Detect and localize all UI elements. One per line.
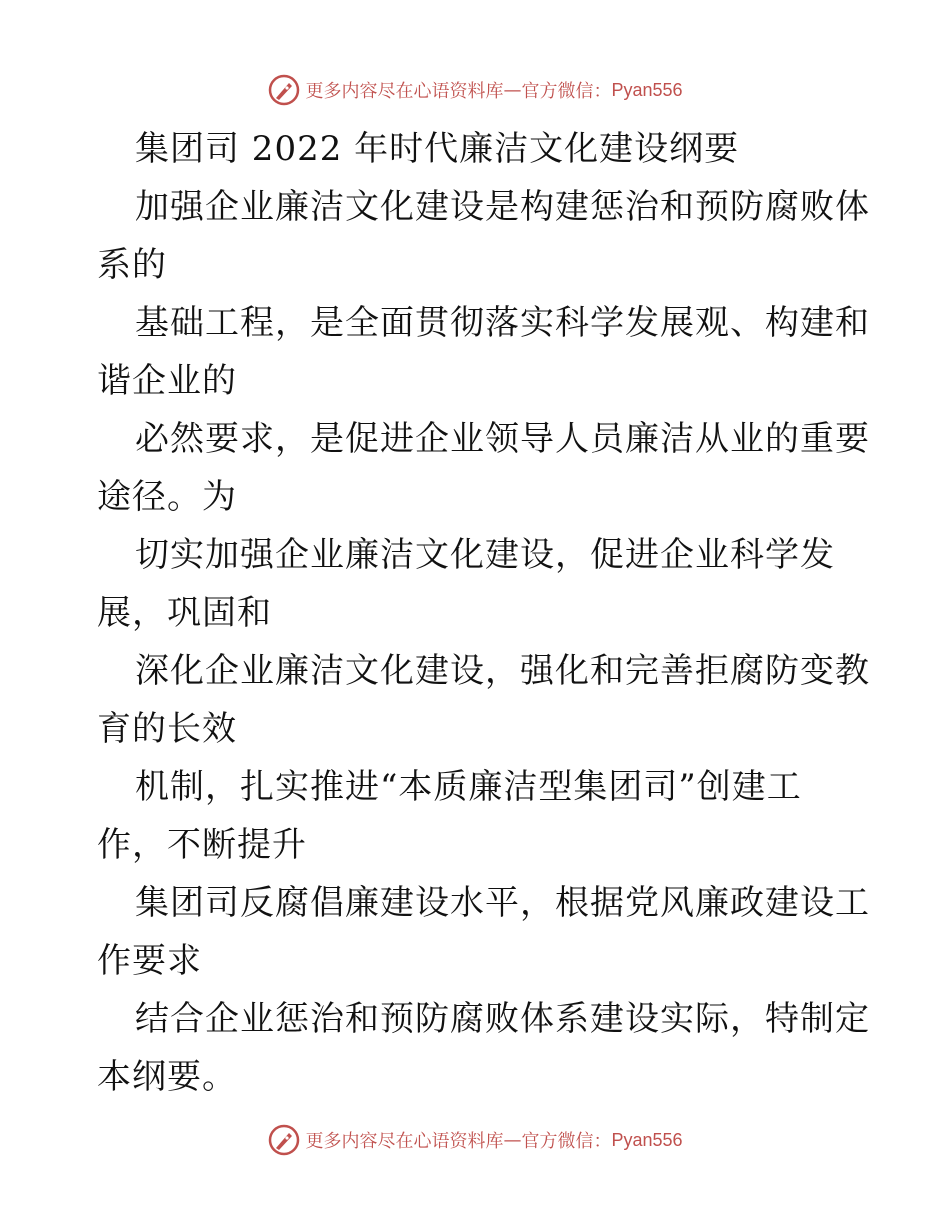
document-line: 育的长效	[97, 709, 237, 749]
pen-nib-logo-icon	[267, 1123, 301, 1157]
document-line: 集团司反腐倡廉建设水平，根据党风廉政建设工	[135, 883, 870, 923]
document-line: 展，巩固和	[97, 593, 272, 633]
header-watermark	[0, 70, 950, 110]
pen-nib-logo-icon	[267, 73, 301, 107]
document-line: 本纲要。	[97, 1057, 237, 1097]
document-line: 作要求	[97, 941, 202, 981]
watermark-separator: —	[503, 79, 522, 101]
watermark-wechat-label: 官方微信：	[521, 1131, 612, 1152]
watermark-wechat-id: Pyan556	[611, 79, 683, 100]
document-line: 必然要求，是促进企业领导人员廉洁从业的重要	[135, 419, 870, 459]
watermark-wechat-label: 官方微信：	[521, 81, 612, 102]
document-line: 加强企业廉洁文化建设是构建惩治和预防腐败体	[135, 187, 870, 227]
document-line: 结合企业惩治和预防腐败体系建设实际，特制定	[135, 999, 870, 1039]
document-title: 集团司 2022 年时代廉洁文化建设纲要	[135, 129, 740, 169]
document-line: 切实加强企业廉洁文化建设，促进企业科学发	[135, 535, 835, 575]
document-line: 机制，扎实推进“本质廉洁型集团司”创建工	[135, 767, 802, 807]
document-body	[97, 120, 870, 1106]
watermark-separator: —	[503, 1129, 522, 1151]
document-line: 基础工程，是全面贯彻落实科学发展观、构建和	[135, 303, 870, 343]
document-line: 深化企业廉洁文化建设，强化和完善拒腐防变教	[135, 651, 870, 691]
footer-watermark	[0, 1120, 950, 1160]
document-line: 谐企业的	[97, 361, 237, 401]
watermark-wechat-id: Pyan556	[611, 1129, 683, 1150]
document-line: 作，不断提升	[97, 825, 307, 865]
watermark-brand: 更多内容尽在心语资料库	[305, 1131, 504, 1152]
document-line: 系的	[97, 245, 167, 285]
watermark-brand: 更多内容尽在心语资料库	[305, 81, 504, 102]
document-line: 途径。为	[97, 477, 237, 517]
